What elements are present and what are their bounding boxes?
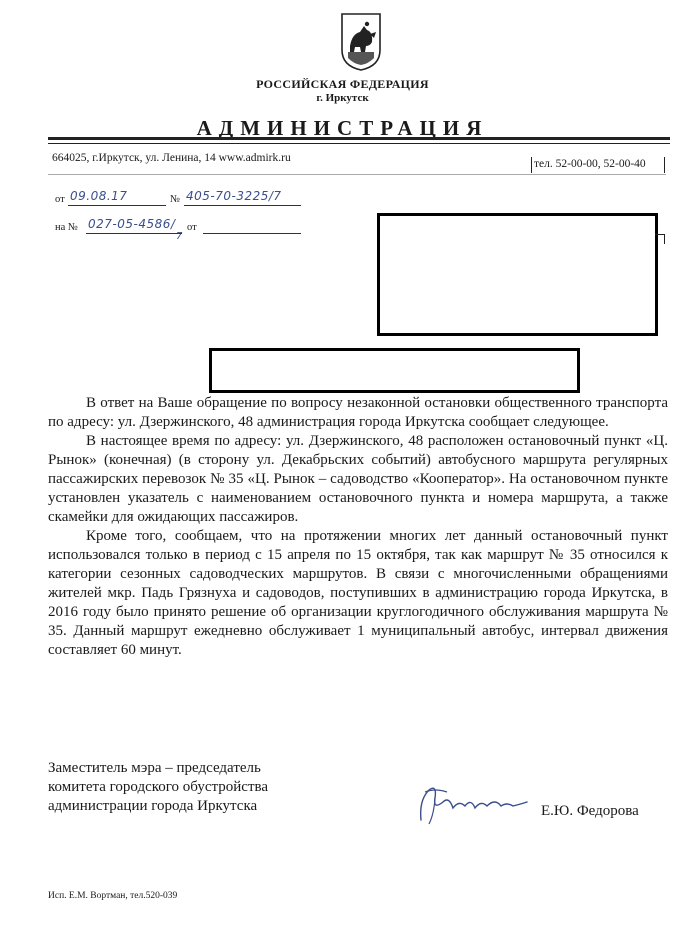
number-line — [184, 205, 301, 206]
position-line-3: администрации города Иркутска — [48, 798, 258, 814]
phone-bracket-right — [664, 157, 665, 173]
signatory-name: Е.Ю. Федорова — [541, 803, 639, 819]
phone-bracket-left — [531, 157, 532, 173]
administration-title: АДМИНИСТРАЦИЯ — [196, 116, 489, 140]
header-rule-thin — [48, 143, 670, 144]
paragraph-2: В настоящее время по адресу: ул. Дзержинского, 48 расположен остановочный пункт «Ц. Рынок» (конечная) (в сторону ул. Декабрьских событий) автобусного маршрута регулярных пассажирских перевозок № 35 «Ц. Рынок – садоводство «Кооператор». На остановочном пункте установлен указатель с наименованием остановочного пункта и номера маршрута, а также скамейки для ожидающих пассажиров. — [48, 433, 668, 525]
ref-number-label: на № — [55, 222, 78, 233]
position-line-2: комитета городского обустройства — [48, 779, 269, 795]
position-line-1: Заместитель мэра – председатель — [48, 760, 261, 776]
ref-from-label: от — [187, 222, 197, 233]
ref-number-suffix: 7 — [176, 231, 183, 242]
number-label: № — [170, 194, 181, 205]
recipient-corner-mark — [655, 234, 665, 244]
ref-number-line — [86, 233, 182, 234]
letter-body — [48, 394, 668, 660]
from-date-value: 09.08.17 — [70, 189, 128, 203]
header-rule-thick — [48, 137, 670, 140]
address-divider — [48, 174, 666, 175]
paragraph-1: В ответ на Ваше обращение по вопросу незаконной остановки общественного транспорта по адресу: ул. Дзержинского, 48 администрация города Иркутска сообщает следующее. — [48, 395, 668, 430]
redacted-recipient-box — [377, 213, 658, 336]
coat-of-arms-icon — [340, 12, 382, 72]
executor-line: Исп. Е.М. Вортман, тел.520-039 — [48, 891, 178, 901]
signatory-position — [48, 759, 268, 816]
paragraph-3: Кроме того, сообщаем, что на протяжении многих лет данный остановочный пункт использовался только в период с 15 апреля по 15 октября, так как маршрут № 35 относился к категории сезонных садоводческих маршрутов. В связи с многочисленными обращениями жителей мкр. Падь Грязнуха и садоводов, поступивших в администрацию города Иркутска, в 2016 году было принято решение об организации круглогодичного обслуживания маршрута № 35. Данный маршрут ежедневно обслуживает 1 муниципальный автобус, интервал движения составляет 60 минут. — [48, 528, 668, 658]
address-line: 664025, г.Иркутск, ул. Ленина, 14 www.admirk.ru — [52, 152, 291, 164]
redacted-salutation-box — [209, 348, 580, 393]
ref-number-value: 027-05-4586/ — [88, 217, 176, 231]
ref-from-line — [203, 233, 301, 234]
city-name: г. Иркутск — [316, 92, 369, 104]
federation-name: РОССИЙСКАЯ ФЕДЕРАЦИЯ — [256, 77, 429, 91]
handwritten-signature — [415, 780, 530, 828]
from-date-line — [68, 205, 166, 206]
from-date-label: от — [55, 194, 65, 205]
phone-line: тел. 52-00-00, 52-00-40 — [534, 158, 646, 170]
number-value: 405-70-3225/7 — [186, 189, 282, 203]
